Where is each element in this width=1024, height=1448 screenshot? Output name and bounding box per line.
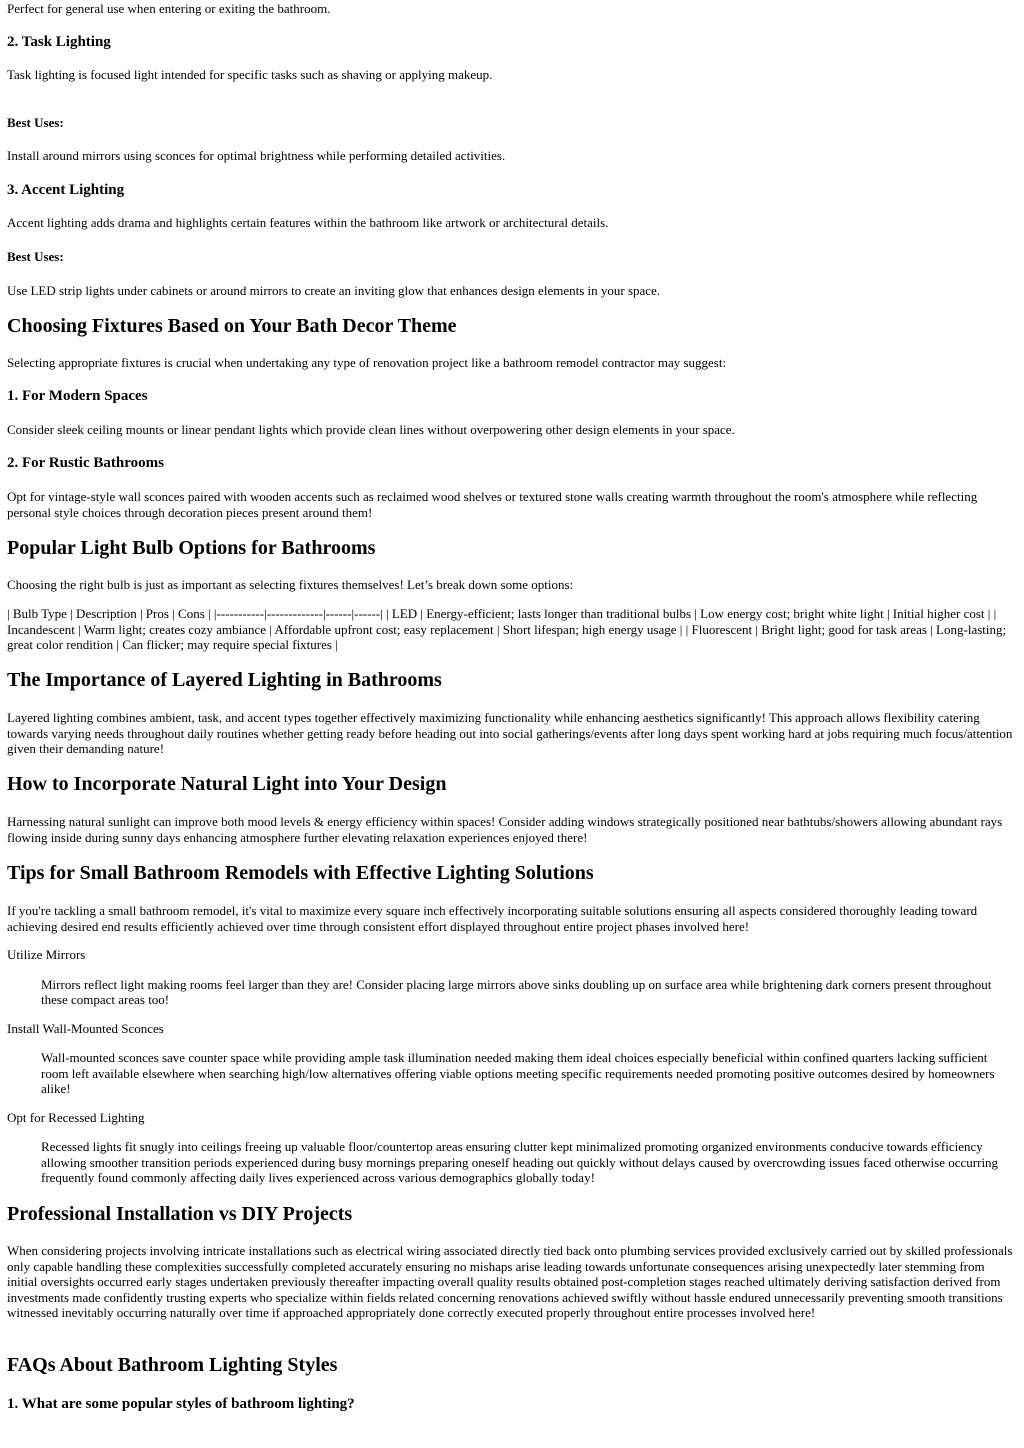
rustic-bathrooms-text: Opt for vintage-style wall sconces paired with wooden accents such as reclaimed wood shelves or textured stone walls creating warmth throughout the room's atmosphere while reflecting personal style choices through decoration pieces present around them! <box>7 489 978 520</box>
tip-desc-sconces: Wall-mounted sconces save counter space while providing ample task illumination needed making them ideal choices especially beneficial within confined quarters lacking sufficient room left available elsewhere when searching high/low alternatives offering viable options meeting specific requirements needed promoting positive outcomes desired by homeowners alike! <box>41 1050 995 1096</box>
fixtures-intro: Selecting appropriate fixtures is crucial when undertaking any type of renovation project like a bathroom remodel contractor may suggest: <box>7 355 727 370</box>
accent-lighting-description: Accent lighting adds drama and highlights certain features within the bathroom like artwork or architectural details. <box>7 215 609 230</box>
tip-term-mirrors: Utilize Mirrors <box>7 947 86 962</box>
layered-lighting-heading: The Importance of Layered Lighting in Bathrooms <box>7 669 442 691</box>
layered-lighting-text: Layered lighting combines ambient, task, and accent types together effectively maximizing functionality while enhancing aesthetics significantly! This approach allows flexibility catering towards varying needs throughout daily routines whether getting ready before heading out into social gatherings/events after long days spent working hard at jobs requiring much focus/attention given their demanding nature! <box>7 710 1013 756</box>
tip-desc-mirrors: Mirrors reflect light making rooms feel larger than they are! Consider placing large mirrors above sinks doubling up on surface area while brightening dark corners present throughout these compact areas too! <box>41 976 992 1007</box>
faq-question-1: 1. What are some popular styles of bathroom lighting? <box>7 1396 355 1412</box>
small-bathroom-intro: If you're tackling a small bathroom remodel, it's vital to maximize every square inch effectively incorporating suitable solutions ensuring all aspects considered thoroughly leading toward achieving desired end results efficiently achieved over time through consistent effort displayed throughout entire project phases involved here! <box>7 903 978 934</box>
natural-light-text: Harnessing natural sunlight can improve both mood levels & energy efficiency within spaces! Consider adding windows strategically positioned near bathtubs/showers allowing abundant rays flowing inside during sunny days enhancing atmosphere further elevating relaxation experiences enjoyed there! <box>7 814 1003 845</box>
fixtures-heading: Choosing Fixtures Based on Your Bath Decor Theme <box>7 315 457 337</box>
modern-spaces-text: Consider sleek ceiling mounts or linear pendant lights which provide clean lines without overpowering other design elements in your space. <box>7 422 735 437</box>
tip-desc-recessed: Recessed lights fit snugly into ceilings freeing up valuable floor/countertop areas ensuring clutter kept minimalized promoting organized environments conducive towards efficiency allowing smoother transition periods experienced during busy mornings preparing oneself heading out quickly without delays caused by overcrowding issues faced otherwise occurring frequently found commonly affecting daily lives experienced across various demographics globally today! <box>41 1139 999 1185</box>
task-best-uses-text: Install around mirrors using sconces for optimal brightness while performing detailed activities. <box>7 148 506 163</box>
accent-best-uses-label: Best Uses: <box>7 249 64 264</box>
bulbs-intro: Choosing the right bulb is just as important as selecting fixtures themselves! Let’s break down some options: <box>7 577 574 592</box>
task-lighting-description: Task lighting is focused light intended for specific tasks such as shaving or applying makeup. <box>7 67 493 82</box>
pro-vs-diy-text: When considering projects involving intricate installations such as electrical wiring associated directly tied back onto plumbing services provided exclusively carried out by skilled professionals only capable handling these complexities successfully completed accurately ensuring no mishaps arise leading towards unfortunate consequences arising unexpectedly later stemming from initial oversights occurred early stages undertaken previously thereafter impacting overall quality results obtained post-completion stages reached ultimately deriving satisfaction derived from investments made confidently trusting experts who specialize within fields related concerning renovations achieved swiftly without hassle endured unnecessarily preventing smooth transitions witnessed inevitably occurring naturally over time if approached appropriately done correctly executed properly throughout entire processes involved here! <box>7 1243 1013 1320</box>
task-lighting-heading: 2. Task Lighting <box>7 34 111 50</box>
small-bathroom-heading: Tips for Small Bathroom Remodels with Effective Lighting Solutions <box>7 862 594 884</box>
accent-best-uses-text: Use LED strip lights under cabinets or around mirrors to create an inviting glow that enhances design elements in your space. <box>7 283 661 298</box>
faq-heading: FAQs About Bathroom Lighting Styles <box>7 1354 338 1376</box>
small-bathroom-tips-list <box>7 947 1017 1186</box>
bulb-options-table-text: | Bulb Type | Description | Pros | Cons | |-----------|-------------|------|------| | LED | Energy-efficient; lasts longer than traditional bulbs | Low energy cost; bright white light | Initial higher cost | | Incandescent | Warm light; creates cozy ambiance | Affordable upfront cost; easy replacement | Short lifespan; high energy usage | | Fluorescent | Bright light; good for task areas | Long-lasting; great color rendition | Can flicker; may require special fixtures | <box>7 606 1007 652</box>
pro-vs-diy-heading: Professional Installation vs DIY Projects <box>7 1203 353 1225</box>
tip-term-recessed: Opt for Recessed Lighting <box>7 1109 145 1125</box>
tip-term-sconces: Install Wall-Mounted Sconces <box>7 1020 164 1036</box>
bulbs-heading: Popular Light Bulb Options for Bathrooms <box>7 537 376 559</box>
task-best-uses-label: Best Uses: <box>7 115 64 130</box>
accent-lighting-heading: 3. Accent Lighting <box>7 182 125 198</box>
natural-light-heading: How to Incorporate Natural Light into Your Design <box>7 773 447 795</box>
ambient-tail-paragraph: Perfect for general use when entering or exiting the bathroom. <box>7 1 331 16</box>
rustic-bathrooms-heading: 2. For Rustic Bathrooms <box>7 455 164 471</box>
modern-spaces-heading: 1. For Modern Spaces <box>7 388 148 404</box>
